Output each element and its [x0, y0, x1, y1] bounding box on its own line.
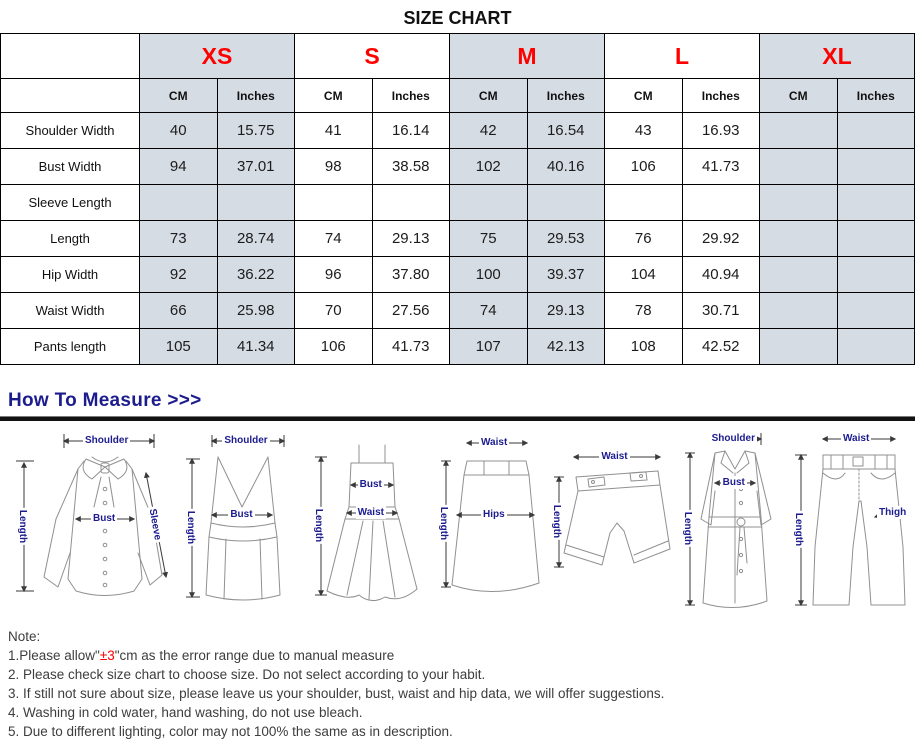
- waist-label: Waist: [357, 507, 384, 518]
- value-cell: 73: [140, 221, 218, 257]
- value-cell: [372, 185, 450, 221]
- value-cell: 74: [450, 293, 528, 329]
- value-cell: [760, 329, 838, 365]
- blouse-drawing: [4, 427, 172, 617]
- value-cell: 42.52: [682, 329, 760, 365]
- row-label: Bust Width: [1, 149, 140, 185]
- size-header-l: L: [605, 34, 760, 79]
- shoulder-label: Shoulder: [711, 433, 755, 444]
- figure-dress: [311, 427, 431, 617]
- length-label: Length: [312, 508, 324, 543]
- corner-cell: [1, 34, 140, 79]
- value-cell: 38.58: [372, 149, 450, 185]
- size-header-s: S: [295, 34, 450, 79]
- bust-label: Bust: [93, 513, 116, 524]
- value-cell: 94: [140, 149, 218, 185]
- value-cell: 16.54: [527, 113, 605, 149]
- thigh-label: Thigh: [878, 507, 907, 518]
- waist-label: Waist: [480, 437, 508, 448]
- how-to-measure-heading: How To Measure >>>: [8, 390, 202, 411]
- value-cell: 76: [605, 221, 683, 257]
- value-cell: 96: [295, 257, 373, 293]
- table-row: [1, 329, 915, 365]
- value-cell: 41: [295, 113, 373, 149]
- note-1-tolerance: ±3: [99, 648, 115, 663]
- unit-header: CM: [295, 79, 373, 113]
- value-cell: 92: [140, 257, 218, 293]
- value-cell: 41.34: [217, 329, 295, 365]
- value-cell: [837, 257, 915, 293]
- value-cell: 66: [140, 293, 218, 329]
- length-label: Length: [438, 506, 450, 541]
- table-row: [1, 149, 915, 185]
- value-cell: 15.75: [217, 113, 295, 149]
- unit-header: CM: [450, 79, 528, 113]
- unit-header: CM: [760, 79, 838, 113]
- size-header-xl: XL: [760, 34, 915, 79]
- value-cell: [450, 185, 528, 221]
- unit-header: Inches: [527, 79, 605, 113]
- figure-blouse: [4, 427, 172, 617]
- unit-header: Inches: [682, 79, 760, 113]
- value-cell: [760, 221, 838, 257]
- value-cell: 29.13: [527, 293, 605, 329]
- value-cell: [837, 329, 915, 365]
- value-cell: 75: [450, 221, 528, 257]
- value-cell: [837, 185, 915, 221]
- value-cell: 40.94: [682, 257, 760, 293]
- note-line-4: 4. Washing in cold water, hand washing, do not use bleach.: [8, 705, 363, 720]
- value-cell: 102: [450, 149, 528, 185]
- figure-tank-top: [180, 427, 302, 617]
- value-cell: 25.98: [217, 293, 295, 329]
- value-cell: 39.37: [527, 257, 605, 293]
- value-cell: 30.71: [682, 293, 760, 329]
- bust-label: Bust: [230, 509, 253, 520]
- page-title: SIZE CHART: [403, 8, 512, 28]
- value-cell: 42.13: [527, 329, 605, 365]
- notes: [8, 627, 915, 741]
- value-cell: [837, 113, 915, 149]
- corner-cell: [1, 79, 140, 113]
- value-cell: [837, 221, 915, 257]
- unit-header: Inches: [837, 79, 915, 113]
- value-cell: [295, 185, 373, 221]
- figure-coat: [683, 427, 783, 617]
- note-line-5: 5. Due to different lighting, color may not 100% the same as in description.: [8, 724, 453, 739]
- value-cell: [760, 257, 838, 293]
- table-row: [1, 185, 915, 221]
- value-cell: 42: [450, 113, 528, 149]
- value-cell: 41.73: [372, 329, 450, 365]
- value-cell: 36.22: [217, 257, 295, 293]
- value-cell: [837, 149, 915, 185]
- bust-label: Bust: [722, 477, 745, 488]
- bust-label: Bust: [359, 479, 382, 490]
- table-row: [1, 257, 915, 293]
- value-cell: 106: [605, 149, 683, 185]
- note-line-2: 2. Please check size chart to choose size. Do not select according to your habit.: [8, 667, 486, 682]
- value-cell: 70: [295, 293, 373, 329]
- value-cell: 98: [295, 149, 373, 185]
- value-cell: [760, 185, 838, 221]
- value-cell: [760, 113, 838, 149]
- table-row: [1, 293, 915, 329]
- tank-top-drawing: [180, 427, 302, 617]
- value-cell: 16.14: [372, 113, 450, 149]
- unit-header: CM: [140, 79, 218, 113]
- value-cell: 37.80: [372, 257, 450, 293]
- length-label: Length: [185, 510, 197, 545]
- value-cell: 106: [295, 329, 373, 365]
- shoulder-label: Shoulder: [85, 435, 129, 446]
- note-1-suffix: "cm as the error range due to manual measure: [114, 648, 395, 663]
- value-cell: 78: [605, 293, 683, 329]
- value-cell: 41.73: [682, 149, 760, 185]
- coat-drawing: [683, 427, 783, 617]
- value-cell: [760, 149, 838, 185]
- note-line-3: 3. If still not sure about size, please leave us your shoulder, bust, waist and hip data, we will offer suggestions.: [8, 686, 665, 701]
- value-cell: [527, 185, 605, 221]
- row-label: Pants length: [1, 329, 140, 365]
- length-label: Length: [681, 511, 693, 546]
- value-cell: 100: [450, 257, 528, 293]
- table-row: [1, 221, 915, 257]
- value-cell: 29.13: [372, 221, 450, 257]
- hips-label: Hips: [482, 509, 505, 520]
- units-header-row: [1, 79, 915, 113]
- value-cell: [217, 185, 295, 221]
- value-cell: 27.56: [372, 293, 450, 329]
- table-row: [1, 113, 915, 149]
- note-1-prefix: 1.Please allow": [8, 648, 100, 663]
- value-cell: 29.92: [682, 221, 760, 257]
- size-header-row: [1, 34, 915, 79]
- pants-drawing: [791, 427, 911, 617]
- value-cell: 40: [140, 113, 218, 149]
- row-label: Shoulder Width: [1, 113, 140, 149]
- figure-skirt: [439, 427, 544, 617]
- measurement-figures: [0, 421, 915, 617]
- value-cell: 104: [605, 257, 683, 293]
- figure-pants: [791, 427, 911, 617]
- value-cell: 107: [450, 329, 528, 365]
- size-header-m: M: [450, 34, 605, 79]
- value-cell: [140, 185, 218, 221]
- value-cell: [760, 293, 838, 329]
- figure-shorts: [552, 427, 674, 617]
- value-cell: 40.16: [527, 149, 605, 185]
- value-cell: 74: [295, 221, 373, 257]
- value-cell: 16.93: [682, 113, 760, 149]
- waist-label: Waist: [601, 451, 628, 462]
- row-label: Sleeve Length: [1, 185, 140, 221]
- length-label: Length: [17, 509, 29, 544]
- sleeve-label: Sleeve: [145, 506, 164, 543]
- row-label: Hip Width: [1, 257, 140, 293]
- value-cell: 28.74: [217, 221, 295, 257]
- size-header-xs: XS: [140, 34, 295, 79]
- row-label: Waist Width: [1, 293, 140, 329]
- row-label: Length: [1, 221, 140, 257]
- value-cell: 37.01: [217, 149, 295, 185]
- shoulder-label: Shoulder: [224, 435, 268, 446]
- length-label: Length: [551, 504, 563, 539]
- value-cell: [605, 185, 683, 221]
- value-cell: 43: [605, 113, 683, 149]
- skirt-drawing: [439, 427, 544, 617]
- value-cell: [837, 293, 915, 329]
- waist-label: Waist: [842, 433, 870, 444]
- notes-heading: Note:: [8, 629, 41, 644]
- value-cell: [682, 185, 760, 221]
- dress-drawing: [311, 427, 431, 617]
- unit-header: CM: [605, 79, 683, 113]
- length-label: Length: [793, 512, 805, 547]
- value-cell: 108: [605, 329, 683, 365]
- value-cell: 29.53: [527, 221, 605, 257]
- value-cell: 105: [140, 329, 218, 365]
- note-line-1: [8, 646, 915, 665]
- unit-header: Inches: [372, 79, 450, 113]
- unit-header: Inches: [217, 79, 295, 113]
- size-table: [0, 33, 915, 365]
